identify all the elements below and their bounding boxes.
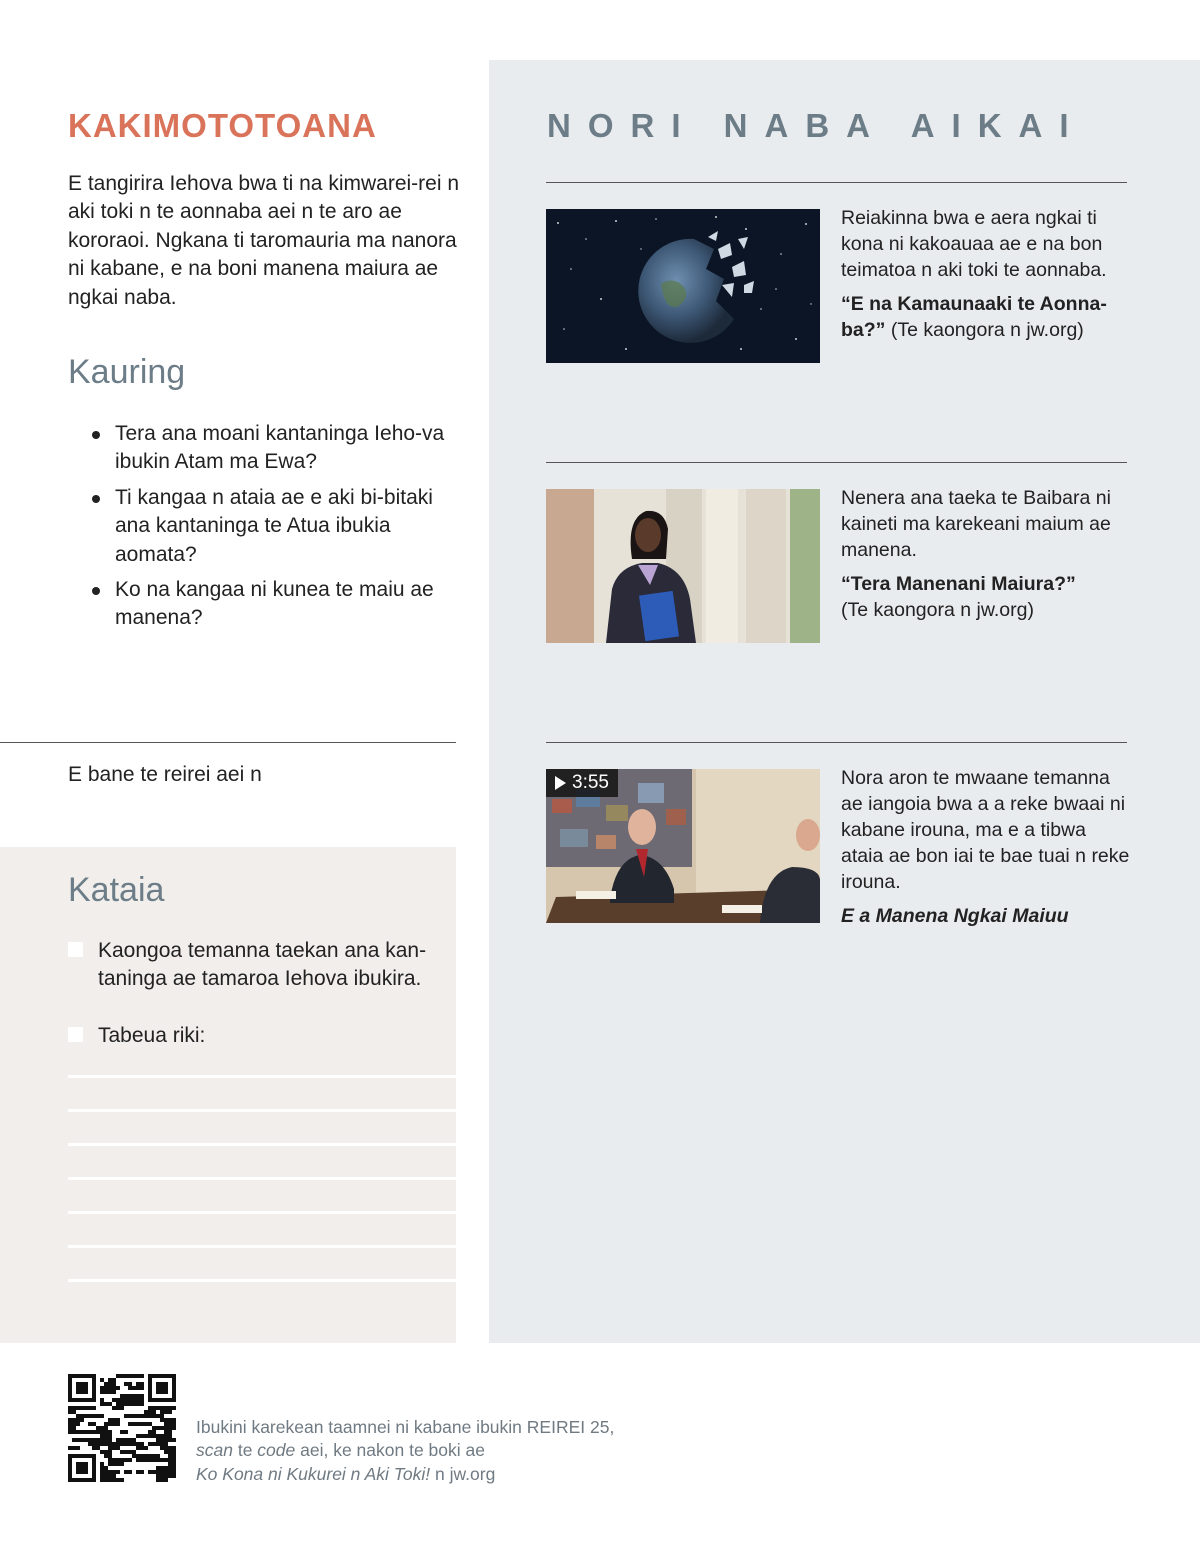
writing-line[interactable]: [68, 1143, 456, 1146]
young-woman-image[interactable]: [546, 489, 820, 643]
footer-text: Ibukini karekean taamnei ni kabane ibukin REIREI 25, scan te code aei, ke nakon te boki ae Ko Kona ni Kukurei n Aki Toki! n jw.org: [196, 1417, 615, 1484]
review-question: Ti kangaa n ataia ae e aki bi-bitaki ana kantaninga te Atua ibukia aomata?: [92, 484, 462, 569]
shattered-earth-image[interactable]: [546, 209, 820, 363]
checkbox[interactable]: [68, 1027, 83, 1042]
goal-item: [68, 937, 443, 994]
qr-code-icon[interactable]: [68, 1374, 176, 1482]
goal-label: Kaongoa temanna taekan ana kan-taninga ae tamaroa Iehova ibukira.: [98, 939, 427, 991]
bullet-icon: [92, 495, 100, 503]
explore-item-description: Nenera ana taeka te Baibara ni kaineti ma karekeani maium ae manena.: [841, 487, 1111, 561]
divider: [546, 182, 1127, 183]
video-duration-badge: 3:55: [546, 769, 618, 797]
explore-item-link[interactable]: “E na Kamaunaaki te Aonna-ba?” (Te kaongora n jw.org): [841, 293, 1107, 341]
review-question: Ko na kangaa ni kunea te maiu ae manena?: [92, 576, 462, 633]
checkbox[interactable]: [68, 942, 83, 957]
summary-text: E tangirira Iehova bwa ti na kimwarei-rei n aki toki n te aonnaba aei n te aro ae kororaoi. Ngkana ti taromauria ma nanora ni kabane, e na boni manena maiura ae ngkai naba.: [68, 172, 460, 309]
video-thumbnail[interactable]: [546, 769, 820, 923]
review-heading: Kauring: [68, 353, 186, 391]
explore-item-link[interactable]: E a Manena Ngkai Maiuu: [841, 905, 1069, 927]
goal-label: Tabeua riki:: [98, 1024, 206, 1047]
goal-item: [68, 1022, 443, 1050]
writing-line[interactable]: [68, 1075, 456, 1078]
review-question: Tera ana moani kantaninga Ieho-va ibukin Atam ma Ewa?: [92, 420, 462, 477]
completed-date-label: E bane te reirei aei n: [68, 763, 262, 786]
writing-line[interactable]: [68, 1279, 456, 1282]
review-question-list: [92, 420, 462, 640]
explore-item-text: [841, 765, 1131, 929]
goals-box: [0, 847, 456, 1343]
explore-item-text: [841, 205, 1131, 343]
writing-line[interactable]: [68, 1109, 456, 1112]
explore-item-description: Reiakinna bwa e aera ngkai ti kona ni kakoauaa ae e na bon teimatoa n aki toki te aonnaba.: [841, 207, 1107, 281]
divider: [546, 742, 1127, 743]
bullet-icon: [92, 431, 100, 439]
explore-item-link[interactable]: “Tera Manenani Maiura?” (Te kaongora n jw.org): [841, 573, 1076, 621]
divider: [546, 462, 1127, 463]
goals-heading: Kataia: [68, 871, 165, 909]
divider: [0, 742, 456, 743]
writing-line[interactable]: [68, 1211, 456, 1214]
writing-line[interactable]: [68, 1177, 456, 1180]
explore-heading: NORI NABA AIKAI: [547, 107, 1086, 144]
play-icon: [555, 776, 566, 790]
writing-line[interactable]: [68, 1245, 456, 1248]
explore-item-description: Nora aron te mwaane temanna ae iangoia bwa a a reke bwaai ni kabane irouna, ma e a tibwa ataia ae bon iai te bae tuai n reke irouna.: [841, 767, 1130, 893]
summary-heading: KAKIMOTOTOANA: [68, 107, 377, 144]
explore-item-text: [841, 485, 1131, 623]
bullet-icon: [92, 587, 100, 595]
